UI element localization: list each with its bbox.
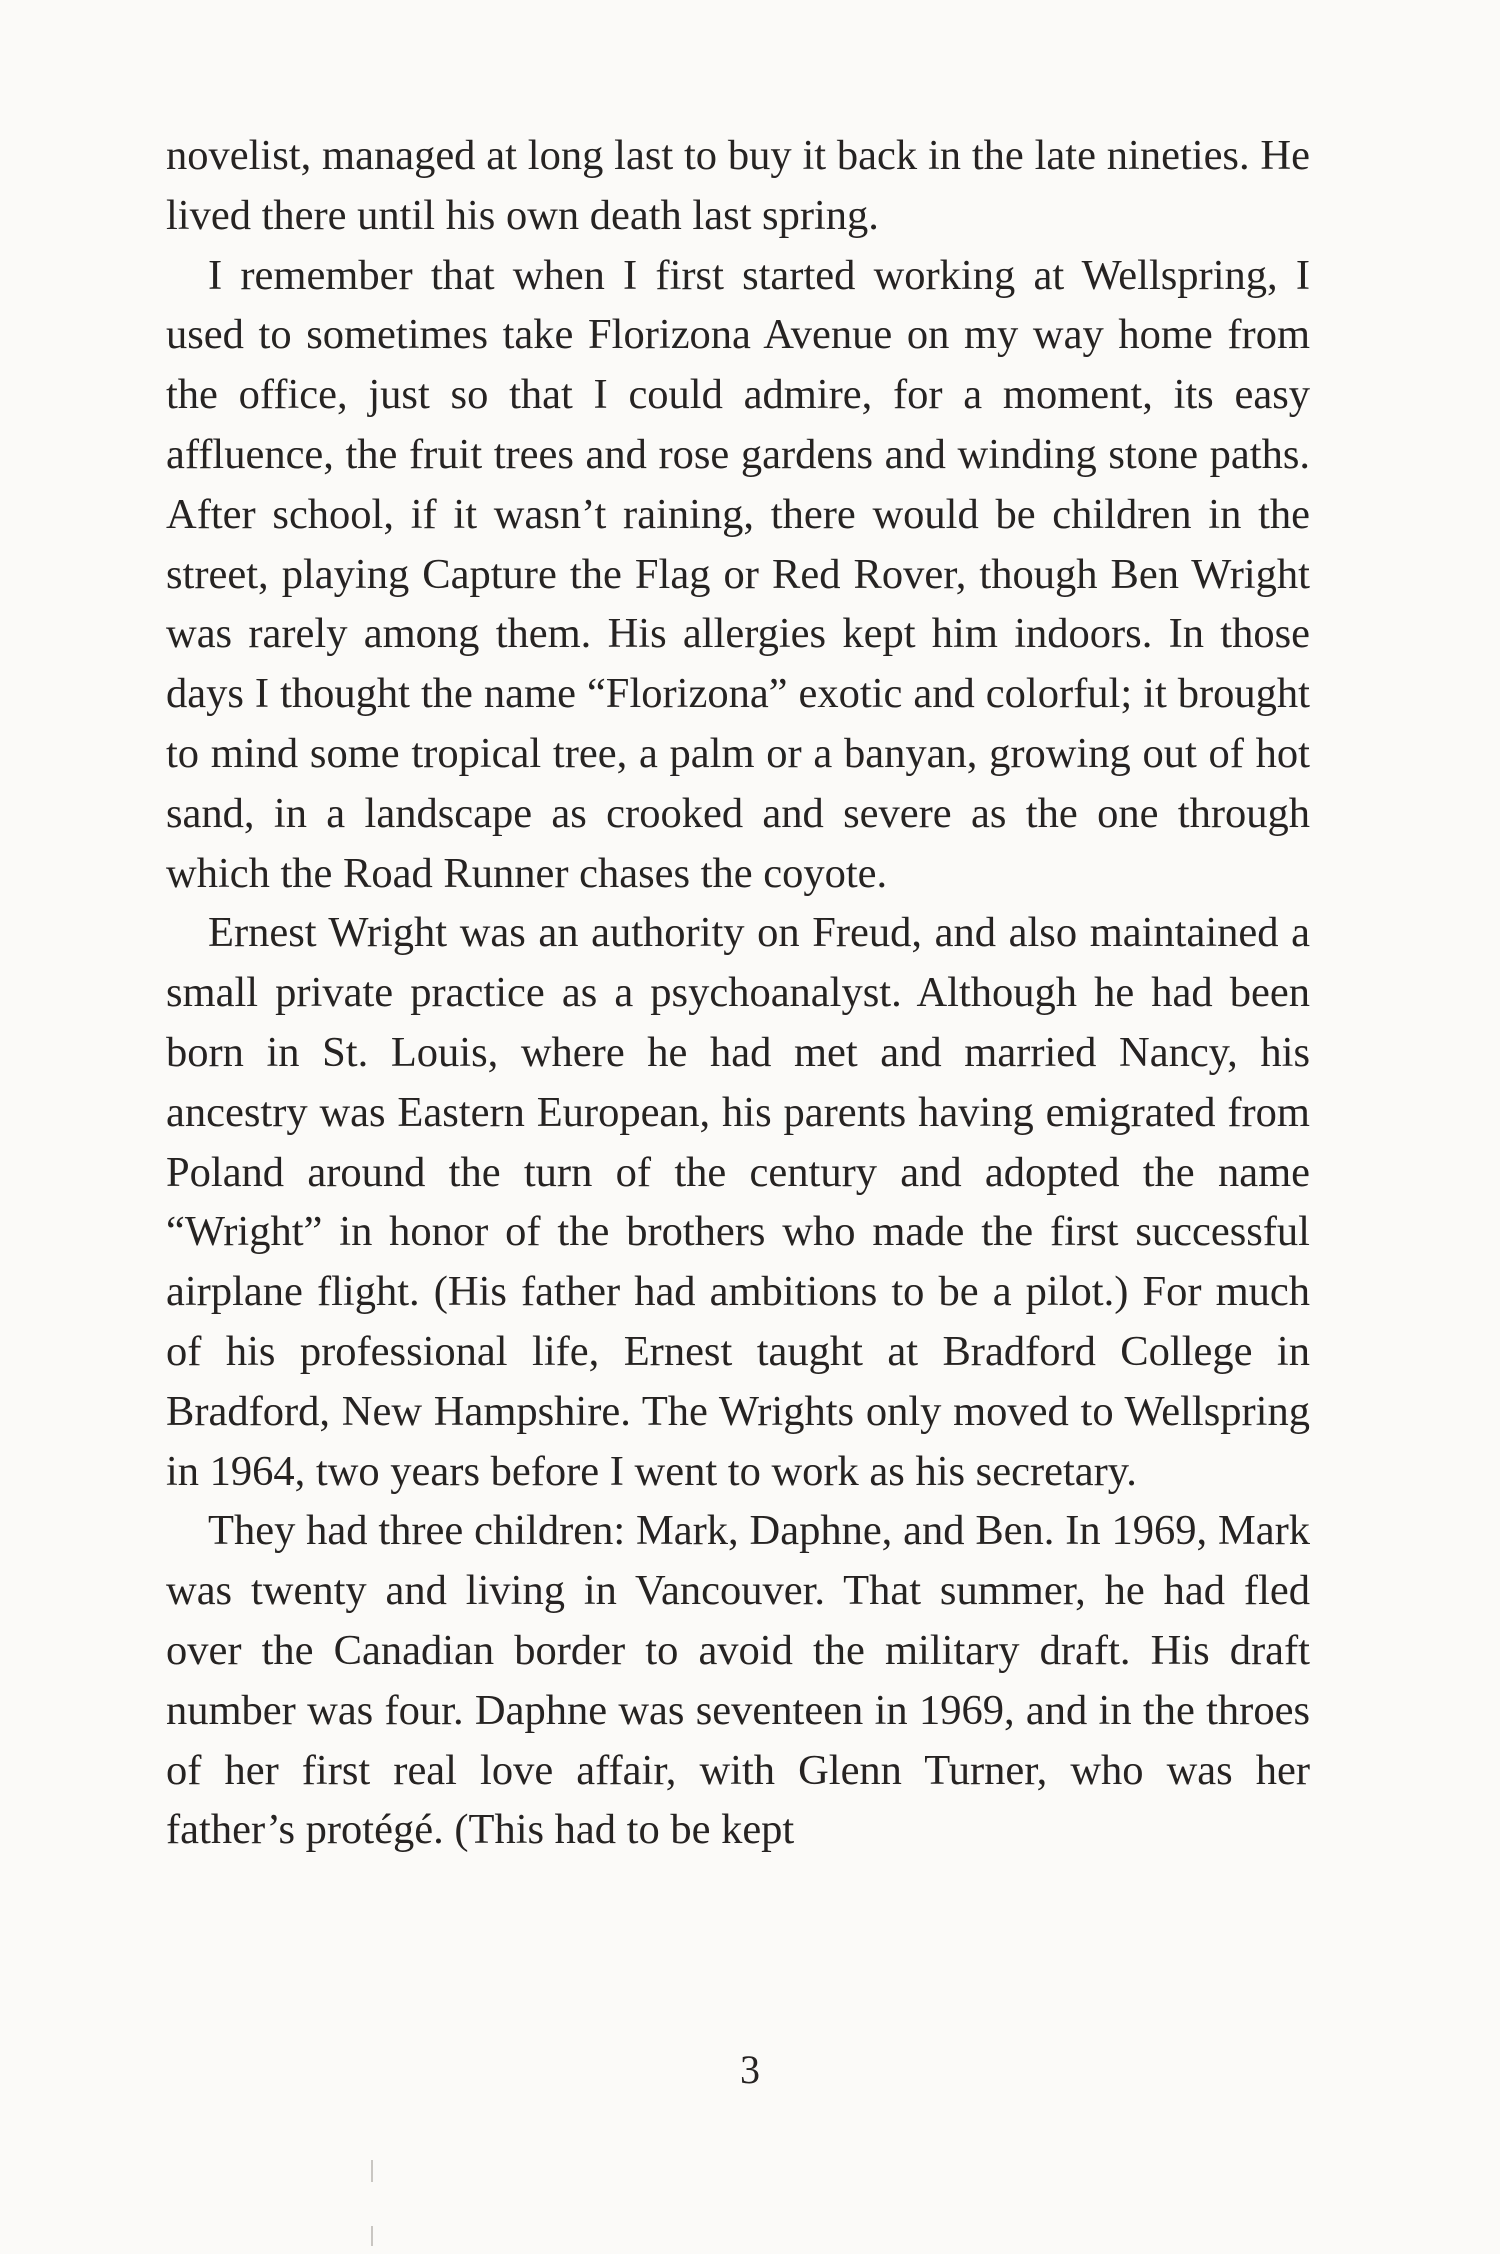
- paragraph-florizona: I remember that when I first started working at Wellspring, I used to sometimes take Florizona Avenue on my way home from the office, just so that I could admire, for a moment, its easy affluence, the fruit trees and rose gardens and winding stone paths. After school, if it wasn’t raining, there would be children in the street, playing Capture the Flag or Red Rover, though Ben Wright was rarely among them. His allergies kept him indoors. In those days I thought the name “Florizona” exotic and colorful; it brought to mind some tropical tree, a palm or a banyan, growing out of hot sand, in a landscape as crooked and severe as the one through which the Road Runner chases the coyote.: [166, 251, 1310, 897]
- paragraph-continuation: novelist, managed at long last to buy it back in the late nineties. He lived there until his own death last spring.: [166, 132, 1310, 239]
- page-number: 3: [740, 2047, 760, 2092]
- scan-artifact-mark: [371, 2160, 373, 2182]
- body-text: [166, 126, 1310, 1860]
- paragraph-ernest-wright: Ernest Wright was an authority on Freud, and also maintained a small private practice as a psychoanalyst. Although he had been born in St. Louis, where he had met and married Nancy, his ancestry was Eastern European, his parents having emigrated from Poland around the turn of the century and adopted the name “Wright” in honor of the brothers who made the first successful airplane flight. (His father had ambitions to be a pilot.) For much of his professional life, Ernest taught at Bradford College in Bradford, New Hampshire. The Wrights only moved to Wellspring in 1964, two years before I went to work as his secretary.: [166, 909, 1310, 1495]
- scan-artifact-mark: [371, 2226, 373, 2246]
- paragraph-three-children: They had three children: Mark, Daphne, and Ben. In 1969, Mark was twenty and living in Vancouver. That summer, he had fled over the Canadian border to avoid the military draft. His draft number was four. Daphne was seventeen in 1969, and in the throes of her first real love affair, with Glenn Turner, who was her father’s protégé. (This had to be kept: [166, 1507, 1310, 1854]
